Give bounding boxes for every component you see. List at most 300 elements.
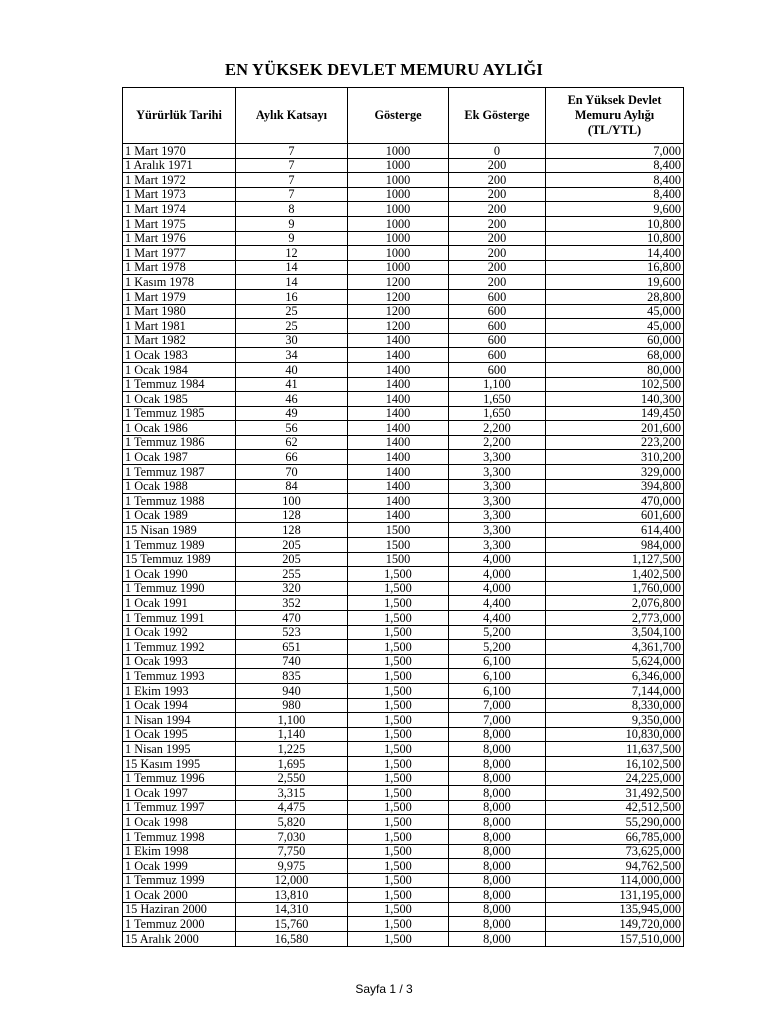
effective-date-cell: 1 Ocak 1988 [123,479,236,494]
table-row [123,392,684,407]
indicator-cell: 1,500 [348,713,449,728]
effective-date-cell: 1 Temmuz 1984 [123,377,236,392]
effective-date-cell: 1 Mart 1974 [123,202,236,217]
highest-salary-cell: 149,720,000 [546,917,684,932]
effective-date-cell: 1 Ocak 2000 [123,888,236,903]
additional-indicator-cell: 0 [449,144,546,159]
monthly-coefficient-cell: 15,760 [236,917,348,932]
effective-date-cell: 1 Ekim 1993 [123,683,236,698]
highest-salary-cell: 60,000 [546,333,684,348]
additional-indicator-cell: 4,000 [449,581,546,596]
highest-salary-cell: 10,800 [546,231,684,246]
table-row [123,187,684,202]
highest-salary-cell: 614,400 [546,523,684,538]
table-row [123,815,684,830]
highest-salary-cell: 984,000 [546,538,684,553]
indicator-cell: 1200 [348,319,449,334]
effective-date-cell: 1 Ocak 1998 [123,815,236,830]
effective-date-cell: 1 Aralık 1971 [123,158,236,173]
effective-date-cell: 1 Mart 1973 [123,187,236,202]
highest-salary-cell: 149,450 [546,406,684,421]
highest-salary-cell: 73,625,000 [546,844,684,859]
effective-date-cell: 1 Temmuz 1999 [123,873,236,888]
monthly-coefficient-cell: 9 [236,216,348,231]
additional-indicator-cell: 8,000 [449,932,546,947]
indicator-cell: 1,500 [348,917,449,932]
table-row [123,173,684,188]
table-row [123,932,684,947]
monthly-coefficient-cell: 7 [236,158,348,173]
monthly-coefficient-cell: 940 [236,683,348,698]
highest-salary-cell: 11,637,500 [546,742,684,757]
highest-salary-cell: 7,144,000 [546,683,684,698]
monthly-coefficient-cell: 1,140 [236,727,348,742]
highest-salary-cell: 470,000 [546,494,684,509]
additional-indicator-cell: 200 [449,231,546,246]
highest-salary-cell: 5,624,000 [546,654,684,669]
monthly-coefficient-cell: 9,975 [236,859,348,874]
table-row [123,523,684,538]
highest-salary-cell: 102,500 [546,377,684,392]
additional-indicator-cell: 600 [449,319,546,334]
effective-date-cell: 1 Mart 1981 [123,319,236,334]
monthly-coefficient-cell: 16 [236,289,348,304]
effective-date-cell: 1 Mart 1970 [123,144,236,159]
monthly-coefficient-cell: 16,580 [236,932,348,947]
indicator-cell: 1,500 [348,683,449,698]
indicator-cell: 1400 [348,377,449,392]
additional-indicator-cell: 3,300 [449,523,546,538]
indicator-cell: 1,500 [348,567,449,582]
highest-salary-cell: 8,400 [546,187,684,202]
highest-salary-cell: 1,127,500 [546,552,684,567]
effective-date-cell: 1 Mart 1975 [123,216,236,231]
indicator-cell: 1000 [348,231,449,246]
additional-indicator-cell: 8,000 [449,815,546,830]
effective-date-cell: 1 Ocak 1987 [123,450,236,465]
table-row [123,552,684,567]
additional-indicator-cell: 7,000 [449,698,546,713]
monthly-coefficient-cell: 980 [236,698,348,713]
monthly-coefficient-cell: 1,100 [236,713,348,728]
table-row [123,260,684,275]
monthly-coefficient-cell: 34 [236,348,348,363]
monthly-coefficient-cell: 128 [236,523,348,538]
table-row [123,625,684,640]
effective-date-cell: 1 Temmuz 1991 [123,611,236,626]
additional-indicator-cell: 8,000 [449,742,546,757]
effective-date-cell: 1 Temmuz 1993 [123,669,236,684]
highest-salary-cell: 2,076,800 [546,596,684,611]
table-row [123,596,684,611]
highest-salary-cell: 45,000 [546,304,684,319]
table-row [123,698,684,713]
table-row [123,333,684,348]
table-row [123,508,684,523]
additional-indicator-cell: 8,000 [449,873,546,888]
indicator-cell: 1,500 [348,829,449,844]
highest-salary-cell: 310,200 [546,450,684,465]
table-row [123,216,684,231]
effective-date-cell: 1 Temmuz 2000 [123,917,236,932]
highest-salary-cell: 28,800 [546,289,684,304]
indicator-cell: 1,500 [348,756,449,771]
indicator-cell: 1200 [348,289,449,304]
effective-date-cell: 1 Ocak 1990 [123,567,236,582]
effective-date-cell: 15 Kasım 1995 [123,756,236,771]
monthly-coefficient-cell: 49 [236,406,348,421]
additional-indicator-cell: 3,300 [449,450,546,465]
monthly-coefficient-cell: 9 [236,231,348,246]
additional-indicator-cell: 8,000 [449,829,546,844]
additional-indicator-cell: 6,100 [449,654,546,669]
additional-indicator-cell: 4,400 [449,611,546,626]
indicator-cell: 1400 [348,450,449,465]
indicator-cell: 1,500 [348,640,449,655]
additional-indicator-cell: 5,200 [449,640,546,655]
monthly-coefficient-cell: 70 [236,465,348,480]
effective-date-cell: 1 Temmuz 1987 [123,465,236,480]
effective-date-cell: 1 Mart 1979 [123,289,236,304]
effective-date-cell: 1 Ocak 1994 [123,698,236,713]
monthly-coefficient-cell: 523 [236,625,348,640]
monthly-coefficient-cell: 12 [236,246,348,261]
table-row [123,640,684,655]
additional-indicator-cell: 7,000 [449,713,546,728]
table-row [123,304,684,319]
table-row [123,917,684,932]
table-header-row [123,88,684,144]
indicator-cell: 1,500 [348,859,449,874]
table-row [123,362,684,377]
table-row [123,829,684,844]
monthly-coefficient-cell: 100 [236,494,348,509]
table-row [123,406,684,421]
highest-salary-cell: 7,000 [546,144,684,159]
additional-indicator-cell: 2,200 [449,435,546,450]
monthly-coefficient-cell: 25 [236,319,348,334]
additional-indicator-cell: 1,100 [449,377,546,392]
highest-salary-cell: 6,346,000 [546,669,684,684]
highest-salary-cell: 10,800 [546,216,684,231]
additional-indicator-cell: 600 [449,304,546,319]
additional-indicator-cell: 8,000 [449,888,546,903]
indicator-cell: 1,500 [348,669,449,684]
table-row [123,202,684,217]
effective-date-cell: 1 Temmuz 1986 [123,435,236,450]
additional-indicator-cell: 4,400 [449,596,546,611]
effective-date-cell: 1 Temmuz 1990 [123,581,236,596]
indicator-cell: 1,500 [348,742,449,757]
table-row [123,465,684,480]
effective-date-cell: 15 Temmuz 1989 [123,552,236,567]
additional-indicator-cell: 200 [449,158,546,173]
indicator-cell: 1400 [348,392,449,407]
highest-salary-cell: 66,785,000 [546,829,684,844]
table-row [123,377,684,392]
additional-indicator-cell: 1,650 [449,392,546,407]
table-row [123,888,684,903]
monthly-coefficient-cell: 7 [236,187,348,202]
highest-salary-cell: 2,773,000 [546,611,684,626]
additional-indicator-cell: 8,000 [449,800,546,815]
indicator-cell: 1,500 [348,625,449,640]
effective-date-cell: 1 Mart 1977 [123,246,236,261]
effective-date-cell: 1 Ocak 1995 [123,727,236,742]
table-row [123,771,684,786]
table-row [123,319,684,334]
indicator-cell: 1400 [348,406,449,421]
indicator-cell: 1400 [348,494,449,509]
indicator-cell: 1,500 [348,873,449,888]
monthly-coefficient-cell: 14 [236,275,348,290]
highest-salary-cell: 3,504,100 [546,625,684,640]
effective-date-cell: 1 Ocak 1999 [123,859,236,874]
table-row [123,567,684,582]
highest-salary-cell: 1,760,000 [546,581,684,596]
table-row [123,538,684,553]
monthly-coefficient-cell: 1,695 [236,756,348,771]
effective-date-cell: 1 Mart 1980 [123,304,236,319]
monthly-coefficient-cell: 40 [236,362,348,377]
monthly-coefficient-cell: 7 [236,173,348,188]
effective-date-cell: 1 Ocak 1989 [123,508,236,523]
indicator-cell: 1200 [348,275,449,290]
additional-indicator-cell: 200 [449,275,546,290]
table-row [123,494,684,509]
highest-salary-cell: 140,300 [546,392,684,407]
monthly-coefficient-cell: 128 [236,508,348,523]
highest-salary-cell: 394,800 [546,479,684,494]
indicator-cell: 1000 [348,144,449,159]
effective-date-cell: 15 Haziran 2000 [123,902,236,917]
highest-salary-cell: 8,330,000 [546,698,684,713]
table-row [123,683,684,698]
monthly-coefficient-cell: 46 [236,392,348,407]
monthly-coefficient-cell: 41 [236,377,348,392]
table-row [123,873,684,888]
indicator-cell: 1,500 [348,844,449,859]
header-highest-salary: En Yüksek Devlet Memuru Aylığı (TL/YTL) [546,88,684,144]
effective-date-cell: 15 Nisan 1989 [123,523,236,538]
table-row [123,902,684,917]
highest-salary-cell: 24,225,000 [546,771,684,786]
effective-date-cell: 1 Mart 1982 [123,333,236,348]
highest-salary-cell: 55,290,000 [546,815,684,830]
monthly-coefficient-cell: 7,750 [236,844,348,859]
table-row [123,246,684,261]
indicator-cell: 1000 [348,202,449,217]
table-row [123,859,684,874]
indicator-cell: 1,500 [348,932,449,947]
effective-date-cell: 15 Aralık 2000 [123,932,236,947]
additional-indicator-cell: 8,000 [449,727,546,742]
table-row [123,611,684,626]
indicator-cell: 1400 [348,362,449,377]
indicator-cell: 1,500 [348,727,449,742]
header-additional-indicator: Ek Gösterge [449,88,546,144]
additional-indicator-cell: 8,000 [449,786,546,801]
additional-indicator-cell: 3,300 [449,465,546,480]
highest-salary-cell: 42,512,500 [546,800,684,815]
indicator-cell: 1000 [348,260,449,275]
indicator-cell: 1,500 [348,888,449,903]
monthly-coefficient-cell: 14 [236,260,348,275]
header-monthly-coefficient: Aylık Katsayı [236,88,348,144]
effective-date-cell: 1 Ocak 1983 [123,348,236,363]
indicator-cell: 1400 [348,479,449,494]
table-row [123,275,684,290]
highest-salary-cell: 8,400 [546,173,684,188]
effective-date-cell: 1 Temmuz 1988 [123,494,236,509]
highest-salary-cell: 19,600 [546,275,684,290]
indicator-cell: 1,500 [348,815,449,830]
additional-indicator-cell: 3,300 [449,494,546,509]
effective-date-cell: 1 Temmuz 1996 [123,771,236,786]
table-row [123,669,684,684]
additional-indicator-cell: 4,000 [449,567,546,582]
monthly-coefficient-cell: 352 [236,596,348,611]
effective-date-cell: 1 Ocak 1993 [123,654,236,669]
monthly-coefficient-cell: 651 [236,640,348,655]
effective-date-cell: 1 Nisan 1994 [123,713,236,728]
table-row [123,756,684,771]
indicator-cell: 1500 [348,552,449,567]
monthly-coefficient-cell: 12,000 [236,873,348,888]
header-indicator: Gösterge [348,88,449,144]
indicator-cell: 1000 [348,246,449,261]
additional-indicator-cell: 3,300 [449,508,546,523]
indicator-cell: 1,500 [348,611,449,626]
indicator-cell: 1,500 [348,800,449,815]
table-row [123,713,684,728]
monthly-coefficient-cell: 56 [236,421,348,436]
additional-indicator-cell: 1,650 [449,406,546,421]
monthly-coefficient-cell: 205 [236,538,348,553]
highest-salary-cell: 4,361,700 [546,640,684,655]
additional-indicator-cell: 5,200 [449,625,546,640]
additional-indicator-cell: 2,200 [449,421,546,436]
indicator-cell: 1200 [348,304,449,319]
table-row [123,421,684,436]
monthly-coefficient-cell: 2,550 [236,771,348,786]
highest-salary-cell: 9,350,000 [546,713,684,728]
highest-salary-cell: 114,000,000 [546,873,684,888]
additional-indicator-cell: 4,000 [449,552,546,567]
effective-date-cell: 1 Ocak 1985 [123,392,236,407]
table-header [123,88,684,144]
indicator-cell: 1,500 [348,786,449,801]
table-row [123,581,684,596]
monthly-coefficient-cell: 66 [236,450,348,465]
highest-salary-cell: 68,000 [546,348,684,363]
table-row [123,786,684,801]
highest-salary-cell: 223,200 [546,435,684,450]
effective-date-cell: 1 Kasım 1978 [123,275,236,290]
additional-indicator-cell: 3,300 [449,479,546,494]
indicator-cell: 1,500 [348,698,449,713]
additional-indicator-cell: 200 [449,216,546,231]
monthly-coefficient-cell: 7 [236,144,348,159]
table-row [123,435,684,450]
monthly-coefficient-cell: 5,820 [236,815,348,830]
table-row [123,727,684,742]
indicator-cell: 1,500 [348,902,449,917]
highest-salary-cell: 157,510,000 [546,932,684,947]
table-row [123,348,684,363]
additional-indicator-cell: 600 [449,348,546,363]
table-row [123,231,684,246]
effective-date-cell: 1 Ocak 1986 [123,421,236,436]
monthly-coefficient-cell: 25 [236,304,348,319]
monthly-coefficient-cell: 3,315 [236,786,348,801]
effective-date-cell: 1 Nisan 1995 [123,742,236,757]
indicator-cell: 1000 [348,173,449,188]
additional-indicator-cell: 600 [449,289,546,304]
monthly-coefficient-cell: 30 [236,333,348,348]
effective-date-cell: 1 Temmuz 1989 [123,538,236,553]
additional-indicator-cell: 600 [449,362,546,377]
additional-indicator-cell: 200 [449,260,546,275]
indicator-cell: 1400 [348,333,449,348]
effective-date-cell: 1 Mart 1976 [123,231,236,246]
additional-indicator-cell: 600 [449,333,546,348]
additional-indicator-cell: 3,300 [449,538,546,553]
additional-indicator-cell: 200 [449,246,546,261]
table-row [123,479,684,494]
additional-indicator-cell: 200 [449,202,546,217]
indicator-cell: 1,500 [348,771,449,786]
effective-date-cell: 1 Ocak 1992 [123,625,236,640]
table-row [123,742,684,757]
indicator-cell: 1000 [348,216,449,231]
monthly-coefficient-cell: 14,310 [236,902,348,917]
monthly-coefficient-cell: 320 [236,581,348,596]
highest-salary-cell: 31,492,500 [546,786,684,801]
header-effective-date: Yürürlük Tarihi [123,88,236,144]
highest-salary-cell: 1,402,500 [546,567,684,582]
additional-indicator-cell: 8,000 [449,771,546,786]
effective-date-cell: 1 Ocak 1991 [123,596,236,611]
highest-salary-cell: 8,400 [546,158,684,173]
table-row [123,144,684,159]
highest-salary-cell: 16,800 [546,260,684,275]
salary-table [122,87,684,947]
indicator-cell: 1500 [348,538,449,553]
additional-indicator-cell: 8,000 [449,917,546,932]
additional-indicator-cell: 200 [449,187,546,202]
indicator-cell: 1500 [348,523,449,538]
highest-salary-cell: 135,945,000 [546,902,684,917]
effective-date-cell: 1 Temmuz 1997 [123,800,236,815]
indicator-cell: 1400 [348,421,449,436]
indicator-cell: 1400 [348,465,449,480]
effective-date-cell: 1 Temmuz 1985 [123,406,236,421]
effective-date-cell: 1 Mart 1972 [123,173,236,188]
monthly-coefficient-cell: 7,030 [236,829,348,844]
highest-salary-cell: 16,102,500 [546,756,684,771]
additional-indicator-cell: 8,000 [449,902,546,917]
monthly-coefficient-cell: 13,810 [236,888,348,903]
effective-date-cell: 1 Ocak 1984 [123,362,236,377]
monthly-coefficient-cell: 835 [236,669,348,684]
indicator-cell: 1,500 [348,654,449,669]
highest-salary-cell: 601,600 [546,508,684,523]
indicator-cell: 1,500 [348,596,449,611]
highest-salary-cell: 80,000 [546,362,684,377]
monthly-coefficient-cell: 4,475 [236,800,348,815]
table-row [123,844,684,859]
